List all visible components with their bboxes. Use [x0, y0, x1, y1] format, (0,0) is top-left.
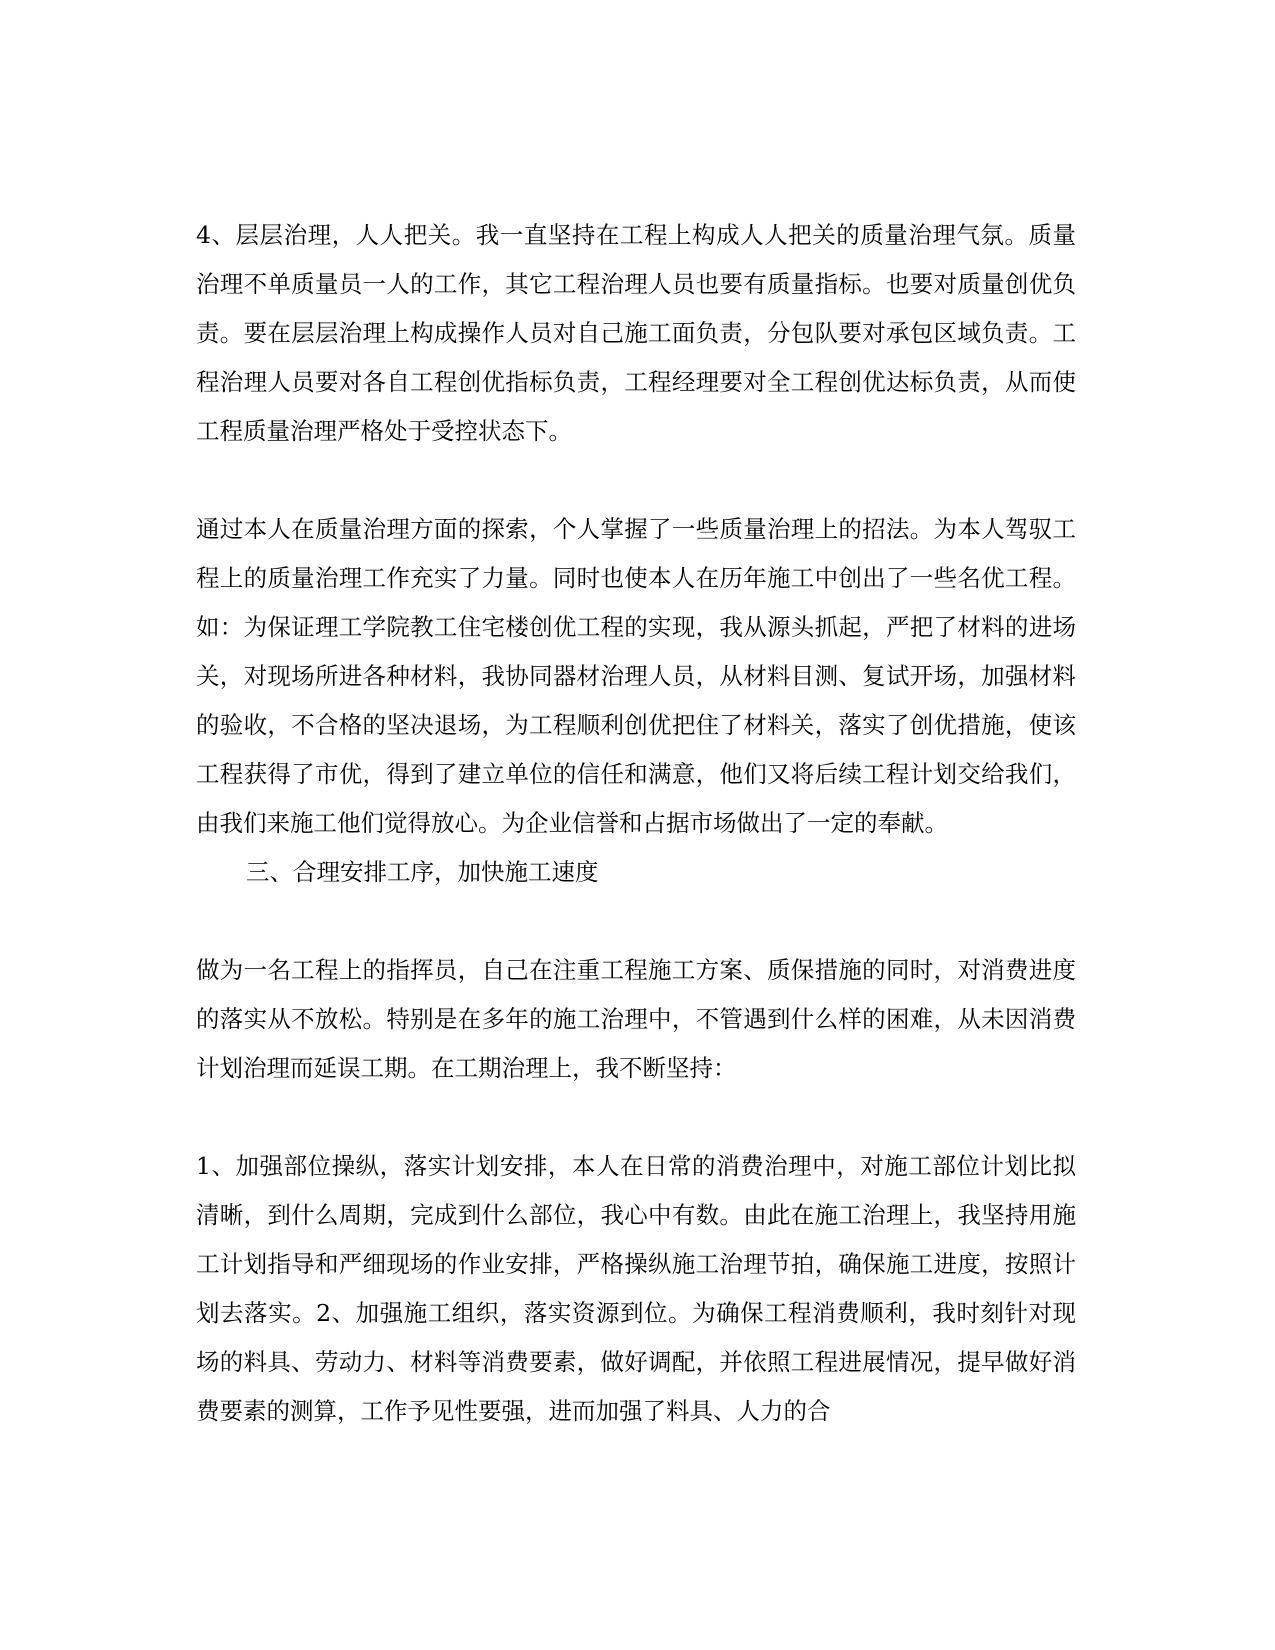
document-body [196, 211, 1076, 1436]
paragraph-layered-management: 4、层层治理，人人把关。我一直坚持在工程上构成人人把关的质量治理气氛。质量治理不单质量员一人的工作，其它工程治理人员也要有质量指标。也要对质量创优负责。要在层层治理上构成操作人员对自己施工面负责，分包队要对承包区域负责。工程治理人员要对各自工程创优指标负责，工程经理要对全工程创优达标负责，从而使工程质量治理严格处于受控状态下。 [196, 221, 1076, 445]
paragraph-schedule-control: 做为一名工程上的指挥员，自己在注重工程施工方案、质保措施的同时，对消费进度的落实从不放松。特别是在多年的施工治理中，不管遇到什么样的困难，从未因消费计划治理而延误工期。在工期治理上，我不断坚持： [196, 956, 1076, 1082]
paragraph-construction-organization: 1、加强部位操纵，落实计划安排，本人在日常的消费治理中，对施工部位计划比拟清晰，到什么周期，完成到什么部位，我心中有数。由此在施工治理上，我坚持用施工计划指导和严细现场的作业安排，严格操纵施工治理节拍，确保施工进度，按照计划去落实。2、加强施工组织，落实资源到位。为确保工程消费顺利，我时刻针对现场的料具、劳动力、材料等消费要素，做好调配，并依照工程进展情况，提早做好消费要素的测算，工作予见性要强，进而加强了料具、人力的合 [196, 1152, 1076, 1425]
section-heading: 三、合理安排工序，加快施工速度 [246, 858, 599, 886]
paragraph-quality-exploration: 通过本人在质量治理方面的探索，个人掌握了一些质量治理上的招法。为本人驾驭工程上的质量治理工作充实了力量。同时也使本人在历年施工中创出了一些名优工程。如：为保证理工学院教工住宅楼创优工程的实现，我从源头抓起，严把了材料的进场关，对现场所进各种材料，我协同器材治理人员，从材料目测、复试开场，加强材料的验收，不合格的坚决退场，为工程顺利创优把住了材料关，落实了创优措施，使该工程获得了市优，得到了建立单位的信任和满意，他们又将后续工程计划交给我们，由我们来施工他们觉得放心。为企业信誉和占据市场做出了一定的奉献。 [196, 515, 1076, 837]
